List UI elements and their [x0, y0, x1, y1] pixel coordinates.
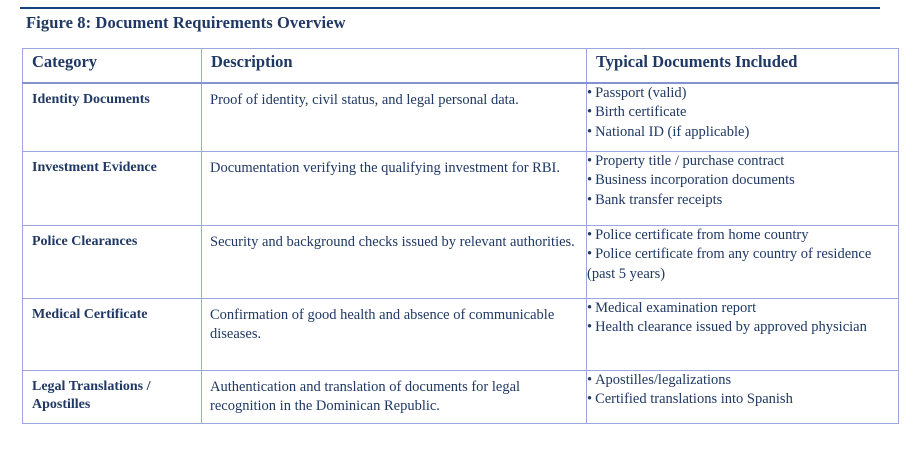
list-item-label: Bank transfer receipts: [595, 191, 723, 208]
cell-documents: [587, 226, 899, 299]
list-item-label: Health clearance issued by approved physician: [595, 319, 867, 336]
list-item: [587, 371, 898, 390]
cell-category: [23, 226, 202, 299]
documents-list: [587, 152, 898, 210]
cell-description: [202, 299, 587, 371]
table-body: [23, 83, 899, 423]
cell-documents: [587, 371, 899, 424]
description-text: Proof of identity, civil status, and legal personal data.: [210, 92, 519, 108]
list-item-label: Property title / purchase contract: [595, 153, 785, 169]
cell-category: [23, 152, 202, 226]
cell-documents: [587, 299, 899, 371]
column-header-description-label: Description: [211, 52, 293, 71]
table-row: [23, 152, 899, 226]
list-item-label: Certified translations into Spanish: [595, 391, 793, 408]
category-label: Legal Translations / Apostilles: [32, 379, 151, 412]
category-label: Police Clearances: [32, 234, 138, 249]
documents-list: [587, 226, 898, 284]
bullet-icon: •: [587, 191, 593, 208]
list-item: [587, 226, 898, 245]
list-item: [587, 171, 898, 190]
cell-description: [202, 152, 587, 226]
list-item: [587, 152, 898, 171]
list-item: [587, 318, 898, 337]
list-item-label: Police certificate from home country: [595, 227, 809, 243]
cell-description: [202, 83, 587, 152]
bullet-icon: •: [587, 391, 593, 408]
list-item-label: Birth certificate: [595, 104, 687, 121]
caption-top-rule: [20, 7, 880, 9]
list-item-label: Business incorporation documents: [595, 172, 795, 189]
cell-documents: [587, 83, 899, 152]
table-header-row: [23, 49, 899, 84]
cell-description: [202, 226, 587, 299]
table-row: [23, 299, 899, 371]
column-header-documents-label: Typical Documents Included: [596, 52, 798, 71]
document-requirements-table: [22, 48, 899, 424]
description-text: Security and background checks issued by relevant authorities.: [210, 234, 575, 250]
cell-category: [23, 299, 202, 371]
documents-list: [587, 299, 898, 338]
bullet-icon: •: [587, 319, 593, 336]
table-row: [23, 83, 899, 152]
column-header-documents: [587, 49, 899, 84]
category-label: Medical Certificate: [32, 307, 148, 322]
cell-category: [23, 83, 202, 152]
list-item-label: Medical examination report: [595, 300, 757, 316]
list-item: [587, 245, 898, 284]
list-item: [587, 84, 898, 103]
cell-documents: [587, 152, 899, 226]
description-text: Documentation verifying the qualifying investment for RBI.: [210, 160, 560, 176]
category-label: Investment Evidence: [32, 160, 157, 175]
list-item: [587, 103, 898, 122]
list-item-label: National ID (if applicable): [595, 123, 750, 140]
table-row: [23, 226, 899, 299]
list-item: [587, 299, 898, 318]
column-header-description: [202, 49, 587, 84]
table-row: [23, 371, 899, 424]
column-header-category-label: Category: [32, 52, 98, 71]
description-text: Authentication and translation of documents for legal recognition in the Dominican Republic.: [210, 379, 521, 415]
bullet-icon: •: [587, 172, 593, 189]
column-header-category: [23, 49, 202, 84]
documents-list: [587, 371, 898, 410]
bullet-icon: •: [587, 153, 593, 169]
bullet-icon: •: [587, 85, 593, 101]
list-item: [587, 123, 898, 142]
list-item: [587, 191, 898, 210]
bullet-icon: •: [587, 123, 593, 140]
description-text: Confirmation of good health and absence of communicable diseases.: [210, 307, 555, 343]
bullet-icon: •: [587, 104, 593, 121]
category-label: Identity Documents: [32, 92, 150, 107]
bullet-icon: •: [587, 300, 593, 316]
documents-list: [587, 84, 898, 142]
cell-description: [202, 371, 587, 424]
list-item-label: Passport (valid): [595, 85, 687, 101]
bullet-icon: •: [587, 227, 593, 243]
cell-category: [23, 371, 202, 424]
list-item-label: Police certificate from any country of residence (past 5 years): [587, 246, 872, 282]
table-header: [23, 49, 899, 84]
bullet-icon: •: [587, 372, 593, 388]
list-item-label: Apostilles/legalizations: [595, 372, 732, 388]
list-item: [587, 390, 898, 409]
page-title: Figure 8: Document Requirements Overview: [26, 13, 346, 32]
bullet-icon: •: [587, 246, 593, 263]
